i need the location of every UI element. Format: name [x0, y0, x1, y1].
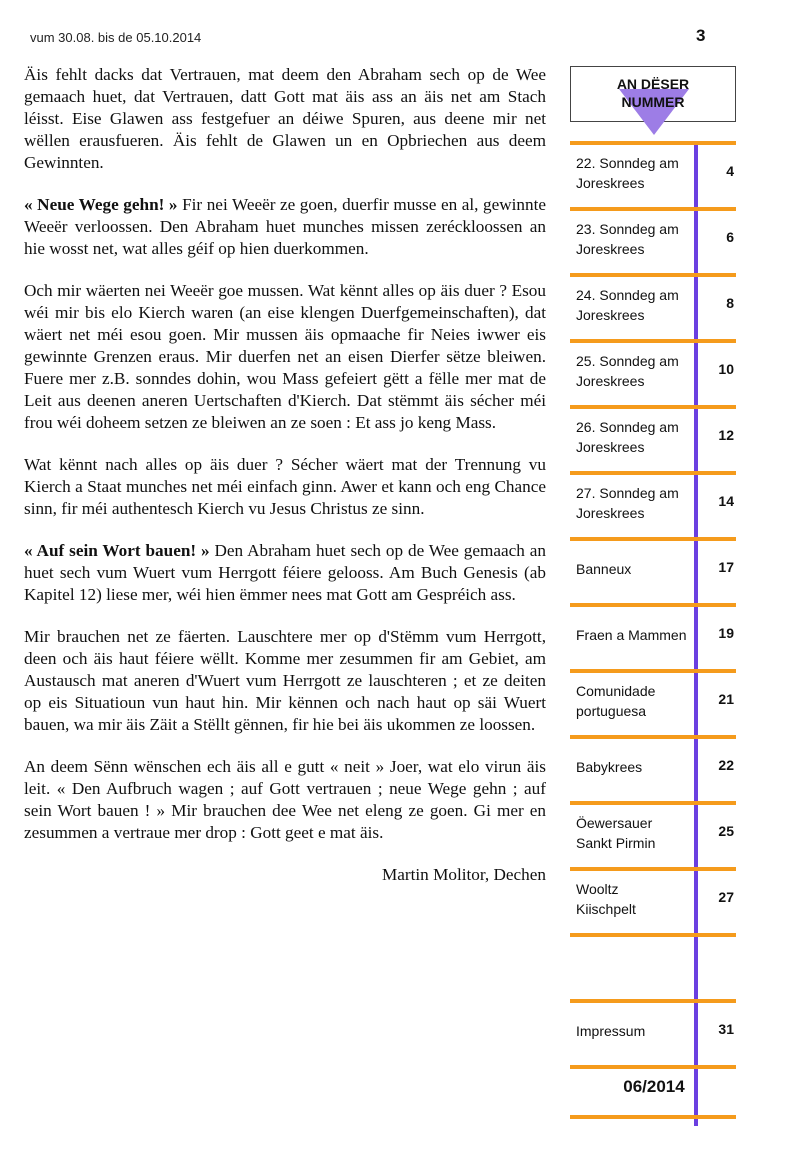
toc-divider	[570, 933, 736, 937]
toc-entry-page: 6	[726, 229, 734, 245]
toc-divider	[570, 801, 736, 805]
toc-divider	[570, 405, 736, 409]
toc-divider	[570, 669, 736, 673]
toc-entry-label: Wooltz Kiischpelt	[576, 881, 636, 917]
toc-entry-label: 25. Sonndeg am Joreskrees	[576, 353, 679, 389]
article-paragraph: Mir brauchen net ze fäerten. Lauschtere mer op d'Stëmm vum Herrgott, deen och äis haut féiere wëllt. Komme mer zesummen fir am Gebiet, am Austausch mat aneren d'Wuert vum Herrgott ze lauschteren ; et ze deiten op eis Situatioun vun haut hin. Mir kënnen och nach haut op säi Wuert bauen, wa mir äis Zäit a Stëllt gënnen, fir hie bei äis ukommen ze loossen.	[24, 627, 546, 734]
toc-header-box	[570, 66, 736, 122]
toc-entry-label: Öewersauer Sankt Pirmin	[576, 815, 656, 851]
toc-entry-label: Fraen a Mammen	[576, 627, 687, 643]
article-paragraph: Äis fehlt dacks dat Vertrauen, mat deem den Abraham sech op de Wee gemaach huet, dat Vertrauen, datt Gott mat äis ass an äis net am Stach léisst. Eise Glawen ass festgefuer an déiwe Spuren, aus deene mir net wëllen erausfueren. Äis fehlt de Glawen un en Opbriechen aus deem Gewinnten.	[24, 65, 546, 172]
toc-entry-label: 22. Sonndeg am Joreskrees	[576, 155, 679, 191]
article-paragraph: « Auf sein Wort bauen! » Den Abraham huet sech op de Wee gemaach an huet sech vum Wuert vum Herrgott féiere gelooss. Am Buch Genesis (ab Kapitel 12) liese mer, wéi hien ëmmer nees mat Gott am Gespréich ass.	[24, 541, 546, 604]
toc-divider	[570, 273, 736, 277]
toc-divider	[570, 603, 736, 607]
toc-divider	[570, 207, 736, 211]
toc-entry-page: 14	[718, 493, 734, 509]
toc-entry-label: Impressum	[576, 1023, 646, 1039]
article-paragraph: Wat kënnt nach alles op äis duer ? Sécher wäert mat der Trennung vu Kierch a Staat munches net méi einfach ginn. Awer et kann och eng Chance sinn, fir méi authentesch Kierch vu Jesus Christus ze sinn.	[24, 455, 546, 518]
toc-entry-page: 27	[718, 889, 734, 905]
toc-entry-label: 26. Sonndeg am Joreskrees	[576, 419, 679, 455]
toc-divider	[570, 537, 736, 541]
toc-bottom-divider	[570, 1115, 736, 1119]
toc-entry-label: 23. Sonndeg am Joreskrees	[576, 221, 679, 257]
toc-entry-label: 27. Sonndeg am Joreskrees	[576, 485, 679, 521]
toc-divider	[570, 471, 736, 475]
toc-entry-label: Banneux	[576, 561, 632, 577]
toc-entry-page: 31	[718, 1021, 734, 1037]
toc-entry-page: 8	[726, 295, 734, 311]
header-date-range: vum 30.08. bis de 05.10.2014	[30, 30, 202, 45]
article-paragraph: Och mir wäerten nei Weeër goe mussen. Wat kënnt alles op äis duer ? Esou wéi mir bis elo Kierch waren (an eise klengen Duerfgemeinschaften), dat wäert net méi esou goen. Mir mussen äis opmaache fir Neies iwwer eis gewinnte Grenzen eraus. Mir duerfen net an eisen Dierfer sëtze bleiwen. Fuere mer z.B. sonndes dohin, wou Mass gefeiert gëtt a fëlle mer mat de Leit aus deenen aneren Uertschaften d'Kierch. Dat stëmmt äis sécher méi frou wéi doheem setzen ze bleiwen an ze soen : Et ass jo keng Mass.	[24, 281, 546, 432]
toc-entry-page: 17	[718, 559, 734, 575]
toc-vertical-rule	[694, 144, 698, 1126]
toc-entry-label: 24. Sonndeg am Joreskrees	[576, 287, 679, 323]
toc-divider	[570, 867, 736, 871]
toc-entry-label: Comunidade portuguesa	[576, 683, 656, 719]
article-body	[24, 64, 546, 886]
article-signature: Martin Molitor, Dechen	[382, 865, 546, 884]
toc-divider	[570, 999, 736, 1003]
toc-divider	[570, 735, 736, 739]
page-number: 3	[696, 26, 706, 45]
toc-entry-page: 10	[718, 361, 734, 377]
article-paragraph: An deem Sënn wënschen ech äis all e gutt « neit » Joer, wat elo virun äis leit. « Den Aufbruch wagen ; auf Gott vertrauen ; neue Wege gehn ; auf sein Wort bauen ! » Mir brauchen dee Wee net eleng ze goen. Gi mer en zesummen a vertraue mer drop : Gott geet e mat äis.	[24, 757, 546, 842]
toc-entry-page: 4	[726, 163, 734, 179]
toc-entry-page: 22	[718, 757, 734, 773]
toc-divider	[570, 339, 736, 343]
toc-entry-page: 12	[718, 427, 734, 443]
toc-entry-page: 21	[718, 691, 734, 707]
article-paragraph: « Neue Wege gehn! » Fir nei Weeër ze goen, duerfir musse en al, gewinnte Weeër verloossen. Den Abraham huet munches missen zeréckloossen an hie wosst net, wat alles géif op hien duerkommen.	[24, 195, 546, 258]
issue-number: 06/2014	[623, 1077, 685, 1096]
toc-divider	[570, 141, 736, 145]
toc-divider	[570, 1065, 736, 1069]
toc-heading: AN DËSER NUMMER	[616, 76, 690, 110]
toc-entry-page: 25	[718, 823, 734, 839]
toc-entry-page: 19	[718, 625, 734, 641]
toc-entry-label: Babykrees	[576, 759, 643, 775]
